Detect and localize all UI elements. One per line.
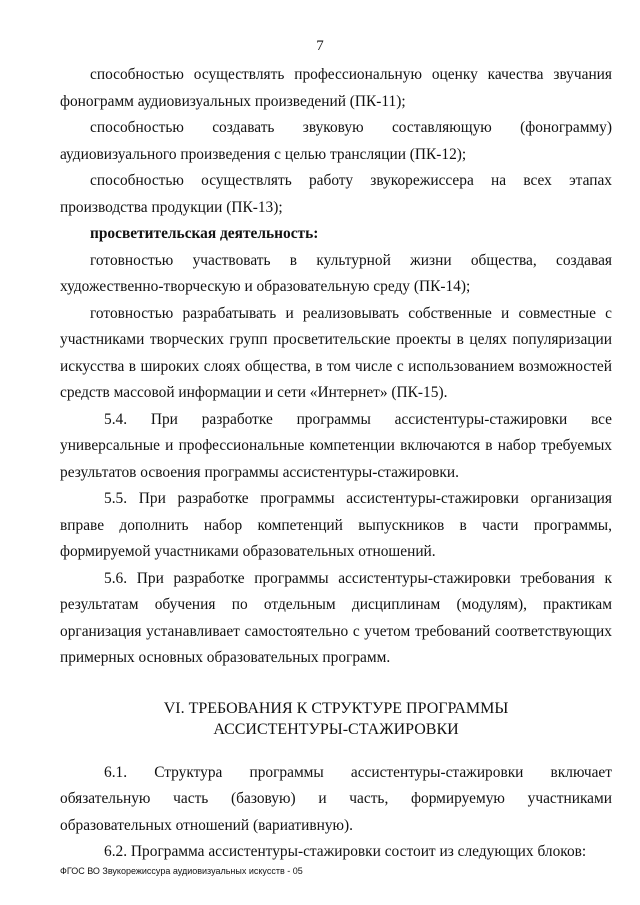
competency-pk13: способностью осуществлять работу звукорежиссера на всех этапах производства продукции (ПК-13); xyxy=(60,172,612,216)
section-heading xyxy=(60,698,612,740)
competency-pk12: способностью создавать звуковую составляющую (фонограмму) аудиовизуального произведения с целью трансляции (ПК-12); xyxy=(60,119,612,163)
activity-type-heading: просветительская деятельность: xyxy=(90,225,319,242)
document-footer: ФГОС ВО Звукорежиссура аудиовизуальных искусств - 05 xyxy=(60,866,303,876)
clause-6-2: 6.2. Программа ассистентуры-стажировки состоит из следующих блоков: xyxy=(104,843,587,860)
section-heading-line2: АССИСТЕНТУРЫ-СТАЖИРОВКИ xyxy=(213,720,459,738)
clause-5-6: 5.6. При разработке программы ассистентуры-стажировки требования к результатам обучения по отдельным дисциплинам (модулям), практикам организация устанавливает самостоятельно с учетом требований соответствующих примерных основных образовательных программ. xyxy=(60,569,612,666)
competency-pk11: способностью осуществлять профессиональную оценку качества звучания фонограмм аудиовизуальных произведений (ПК-11); xyxy=(60,66,612,110)
competency-pk14: готовностью участвовать в культурной жизни общества, создавая художественно-творческую и образовательную среду (ПК-14); xyxy=(60,251,612,295)
competency-pk15: готовностью разрабатывать и реализовывать собственные и совместные с участниками творческих групп просветительские проекты в целях популяризации искусства в широких слоях общества, в том числе с использованием возможностей средств массовой информации и сети «Интернет» (ПК-15). xyxy=(60,304,612,401)
clause-5-4: 5.4. При разработке программы ассистентуры-стажировки все универсальные и профессиональные компетенции включаются в набор требуемых результатов освоения программы ассистентуры-стажировки. xyxy=(60,410,612,481)
section-heading-line1: VI. ТРЕБОВАНИЯ К СТРУКТУРЕ ПРОГРАММЫ xyxy=(163,699,509,717)
clause-5-5: 5.5. При разработке программы ассистентуры-стажировки организация вправе дополнить набор компетенций выпускников в части программы, формируемой участниками образовательных отношений. xyxy=(60,490,612,560)
document-body xyxy=(60,62,612,866)
page-number: 7 xyxy=(316,38,324,54)
clause-6-1: 6.1. Структура программы ассистентуры-стажировки включает обязательную часть (базовую) и часть, формируемую участниками образовательных отношений (вариативную). xyxy=(60,763,612,834)
